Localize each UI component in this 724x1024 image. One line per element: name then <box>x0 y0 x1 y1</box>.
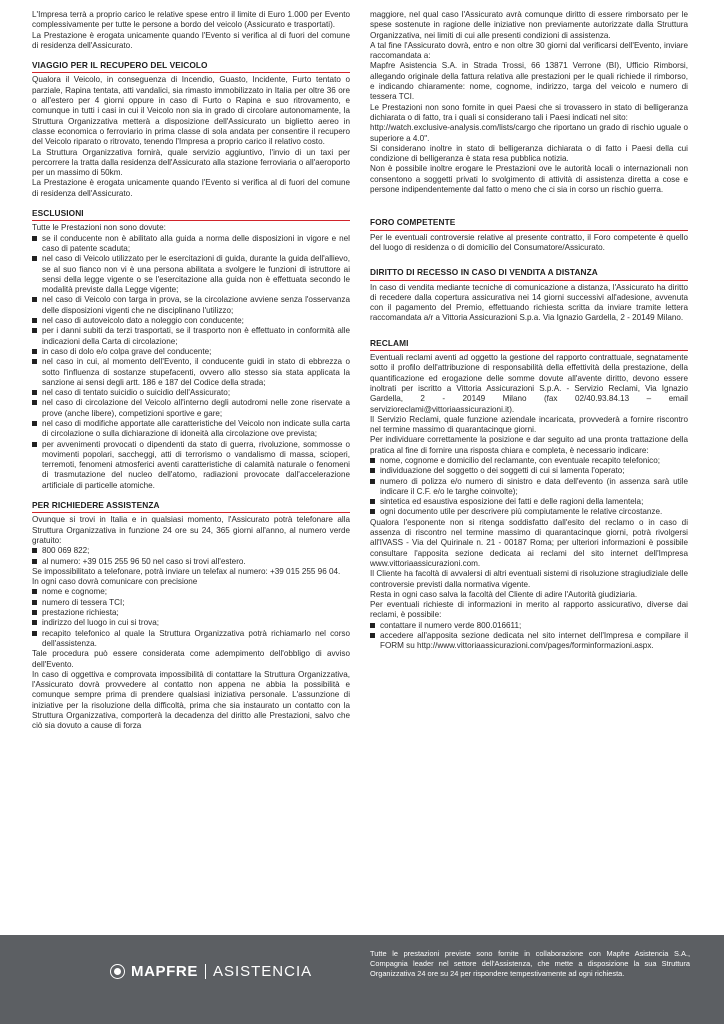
square-bullet-icon <box>370 468 375 473</box>
paragraph: In ogni caso dovrà comunicare con precisione <box>32 577 198 587</box>
footer-band <box>0 935 724 1024</box>
paragraph: Qualora l'esponente non si ritenga soddisfatto dall'esito del reclamo o in caso di assenza di riscontro nel termine massimo di quarantacinque giorni, potrà rivolgersi all'IVASS - Via del Quirinale n. 21 - 00187 Roma; per ulteriori informazioni è possibile consultare l'apposita sezione dedicata ai reclami del sito internet dell'Impresa www.vittoriaassicurazioni.com. <box>370 517 688 568</box>
contact-list <box>370 621 688 652</box>
list-item-text: prestazione richiesta; <box>42 608 119 618</box>
paragraph: L'Impresa terrà a proprio carico le relative spese entro il limite di Euro 1.000 per Evento complessivamente per tutte le persone a bordo del veicolo (Assicurato e trasportati). <box>32 10 350 30</box>
square-bullet-icon <box>32 400 37 405</box>
list-item-text: nel caso di Veicolo utilizzato per le esercitazioni di guida, durante la guida dell'allievo, se al suo fianco non vi è una persona abilitata a svolgere le funzioni di istruttore ai sensi della legge vigente o se l'esercitazione alla guida non è effettuata secondo le modalità previste dalla Legge vigente; <box>42 254 350 295</box>
list-item-text: nel caso di circolazione del Veicolo all'interno degli autodromi nelle zone riservate a prove (anche libere), competizioni sportive e gare; <box>42 398 350 418</box>
list-item-text: sintetica ed esaustiva esposizione dei fatti e delle ragioni della lamentela; <box>380 497 644 507</box>
paragraph: Il Servizio Reclami, quale funzione aziendale incaricata, provvederà a fornire riscontro nel termine massimo di quarantacinque giorni. <box>370 414 688 435</box>
list-item-text: nel caso di tentato suicidio o suicidio dell'Assicurato; <box>42 388 231 398</box>
square-bullet-icon <box>32 390 37 395</box>
phone-number: al numero: +39 015 255 96 50 nel caso si trovi all'estero. <box>42 556 246 566</box>
paragraph: Si considerano inoltre in stato di belligeranza dichiarata o di fatto i Paesi della cui condizione di belligeranza è stata resa pubblica notizia. <box>370 143 688 164</box>
list-item <box>370 466 688 476</box>
list-item <box>32 557 350 567</box>
paragraph: Tutte le Prestazioni non sono dovute: <box>32 223 166 233</box>
square-bullet-icon <box>32 559 37 564</box>
list-item <box>370 456 688 466</box>
list-item-text: numero di polizza e/o numero di sinistro e data dell'evento (in assenza sarà utile indicare il C.F. e/o le targhe coinvolte); <box>380 476 688 496</box>
paragraph: Per le eventuali controversie relative al presente contratto, il Foro competente è quello del luogo di residenza o di domicilio del Consumatore/Assicurato. <box>370 232 688 252</box>
list-item <box>32 440 350 491</box>
section-esclusioni <box>32 208 350 491</box>
right-column <box>370 10 688 652</box>
phone-number: 800 069 822; <box>42 546 90 556</box>
paragraph: Per eventuali richieste di informazioni in merito al rapporto assicurativo, diverse dai reclami, è possibile: <box>370 600 688 620</box>
square-bullet-icon <box>32 318 37 323</box>
section-viaggio <box>32 60 350 199</box>
paragraph: In caso di oggettiva e comprovata impossibilità di contattare la Struttura Organizzativa, l'Assicurato dovrà provvedere al contatto non appena ne abbia la possibilità e comunque sempre prima di prendere qualsiasi iniziativa personale. L'assunzione di iniziative per la risoluzione della difficoltà, prima che sia instaurato un contatto con la Struttura Organizzativa, comporterà la decadenza del diritto alle Prestazioni, salvo che ciò sia dovuto a cause di forza <box>32 669 350 731</box>
square-bullet-icon <box>32 620 37 625</box>
list-item-text: nel caso di modifiche apportate alle caratteristiche del Veicolo non indicate sulla carta di circolazione o sulla dichiarazione di idoneità alla circolazione ove prevista; <box>42 418 350 439</box>
paragraph: Ovunque si trovi in Italia e in qualsiasi momento, l'Assicurato potrà telefonare alla Struttura Organizzativa in funzione 24 ore su 24, 365 giorni all'anno, al numero verde gratuito: <box>32 515 350 545</box>
list-item-text: recapito telefonico al quale la Struttura Organizzativa potrà richiamarlo nel corso dell'assistenza. <box>42 628 350 648</box>
phone-list <box>32 546 350 567</box>
paragraph: Qualora il Veicolo, in conseguenza di Incendio, Guasto, Incidente, Furto tentato o parziale, Rapina tentata, atti vandalici, sia rimasto immobilizzato in Italia per oltre 36 ore o all'estero per 4 giorni oppure in caso di Furto o Rapina e suo ritrovamento, e comunque in tutti i casi in cui il Veicolo non sia in grado di circolare autonomamente, la Struttura Organizzativa metterà a disposizione dell'Assicurato un biglietto aereo in classe economica o ferroviario in prima classe di sola andata per consentire il recupero del Veicolo riparato o ritrovato, tenendo l'Impresa a proprio carico il relativo costo. <box>32 75 350 147</box>
square-bullet-icon <box>32 297 37 302</box>
square-bullet-icon <box>370 458 375 463</box>
list-item-text: ogni documento utile per descrivere più compiutamente le relative circostanze. <box>380 507 663 517</box>
list-item-text: in caso di dolo e/o colpa grave del conducente; <box>42 346 212 356</box>
list-item <box>32 234 350 255</box>
list-item <box>32 326 350 347</box>
paragraph: Tale procedura può essere considerata come adempimento dell'obbligo di avviso dell'Evento. <box>32 649 350 669</box>
square-bullet-icon <box>370 479 375 484</box>
list-item <box>32 608 350 618</box>
section-title: VIAGGIO PER IL RECUPERO DEL VEICOLO <box>32 60 350 73</box>
paragraph: Non è possibile inoltre erogare le Prestazioni ove le autorità locali o internazionali non consentono a soggetti privati lo svolgimento di attività di assistenza diretta a cose e persone indipendentemente dal fatto o meno che ci sia in corso un rischio guerra. <box>370 164 688 195</box>
list-item-text: indirizzo del luogo in cui si trova; <box>42 618 159 628</box>
paragraph: A tal fine l'Assicurato dovrà, entro e non oltre 30 giorni dal verificarsi dell'Evento, inviare raccomandata a: <box>370 40 688 61</box>
list-item <box>32 546 350 556</box>
list-item <box>32 419 350 440</box>
square-bullet-icon <box>370 633 375 638</box>
mapfre-emblem-icon <box>110 964 125 979</box>
list-item <box>370 477 688 498</box>
paragraph: Se impossibilitato a telefonare, potrà inviare un telefax al numero: +39 015 255 96 04. <box>32 566 341 576</box>
paragraph: Resta in ogni caso salva la facoltà del Cliente di adire l'Autorità giudiziaria. <box>370 589 638 599</box>
square-bullet-icon <box>32 349 37 354</box>
square-bullet-icon <box>32 442 37 447</box>
brand-name: MAPFRE <box>131 963 198 980</box>
list-item <box>32 388 350 398</box>
url-text: http://watch.exclusive-analysis.com/lists/cargo che riportano un grado di rischio uguale o superiore a 4.0". <box>370 123 688 143</box>
info-list <box>32 587 350 649</box>
square-bullet-icon <box>32 421 37 426</box>
list-item-text: numero di tessera TCI; <box>42 597 125 607</box>
square-bullet-icon <box>370 499 375 504</box>
list-item <box>32 347 350 357</box>
mapfre-logo <box>110 963 312 980</box>
list-item <box>32 598 350 608</box>
list-item-text: accedere all'apposita sezione dedicata nel sito internet dell'Impresa e compilare il FORM su http://www.vittoriaassicurazioni.com/pages/forminformazioni.aspx. <box>380 631 688 651</box>
square-bullet-icon <box>32 631 37 636</box>
list-item-text: se il conducente non è abilitato alla guida a norma delle disposizioni in vigore e nel caso di patente scaduta; <box>42 233 350 253</box>
list-item <box>370 631 688 652</box>
square-bullet-icon <box>32 236 37 241</box>
list-item <box>32 618 350 628</box>
paragraph: Per individuare correttamente la posizione e dar seguito ad una pronta trattazione della pratica al fine di fornire una risposta chiara e completa, è necessario indicare: <box>370 435 688 455</box>
section-assistenza <box>32 500 350 732</box>
list-item <box>32 295 350 316</box>
paragraph: La Prestazione è erogata unicamente quando l'Evento si verifica al di fuori del comune di residenza dell'Assicurato. <box>32 30 350 50</box>
section-title: PER RICHIEDERE ASSISTENZA <box>32 500 350 513</box>
brand-subtitle: ASISTENCIA <box>212 963 313 980</box>
list-item-text: per i danni subiti da terzi trasportati, se il trasporto non è effettuato in conformità alle indicazioni della Carta di circolazione; <box>42 326 350 346</box>
square-bullet-icon <box>370 509 375 514</box>
square-bullet-icon <box>32 328 37 333</box>
list-item-text: nome, cognome e domicilio del reclamante, con eventuale recapito telefonico; <box>380 455 661 465</box>
paragraph: Mapfre Asistencia S.A. in Strada Trossi, 66 13871 Verrone (BI), Ufficio Rimborsi, allegando originale della fattura relativa alle prestazioni per le quali richiede il rimborso, e indicando chiaramente: nome, cognome, indirizzo, targa del veicolo e numero di tessera TCI. <box>370 61 688 102</box>
list-item <box>32 629 350 650</box>
square-bullet-icon <box>32 359 37 364</box>
section-recesso <box>370 267 688 323</box>
list-item <box>32 587 350 597</box>
square-bullet-icon <box>32 256 37 261</box>
left-column <box>32 10 350 732</box>
paragraph: In caso di vendita mediante tecniche di comunicazione a distanza, l'Assicurato ha diritto di recedere dalla copertura assicurativa nei 14 giorni successivi all'adesione, avvenuta con il pagamento del Premio, effettuando richiesta scritta da inviare tramite lettera raccomandata a/r a Vittoria Assicurazioni S.p.a. Via Ignazio Gardella, 2 - 20149 Milano. <box>370 282 688 323</box>
list-item-text: nel caso di autoveicolo dato a noleggio con conducente; <box>42 316 244 326</box>
square-bullet-icon <box>32 589 37 594</box>
square-bullet-icon <box>32 600 37 605</box>
list-item-text: per avvenimenti provocati o dipendenti da stato di guerra, rivoluzione, sommosse o movimenti popolari, saccheggi, atti di terrorismo o vandalismo di massa, scioperi, terremoti, fenomeni atmosferici aventi caratteristiche di calamità naturale o fenomeni di trasmutazione del nucleo dell'atomo, radiazioni provocate dall'accelerazione artificiale di particelle atomiche. <box>42 439 350 490</box>
list-item <box>32 254 350 295</box>
list-item <box>32 316 350 326</box>
square-bullet-icon <box>32 548 37 553</box>
paragraph: Le Prestazioni non sono fornite in quei Paesi che si trovassero in stato di belligeranza dichiarata o di fatto, tra i quali si considerano tali i Paesi indicati nel sito: <box>370 102 688 122</box>
required-info-list <box>370 456 688 518</box>
section-title: ESCLUSIONI <box>32 208 350 221</box>
paragraph: maggiore, nel qual caso l'Assicurato avrà comunque diritto di essere rimborsato per le spese sostenute in ragione delle iniziative non previamente autorizzate dalla Struttura Organizzativa, nei limiti di cui alle presenti condizioni di assistenza. <box>370 10 688 40</box>
brand-divider <box>205 964 206 979</box>
list-item <box>370 497 688 507</box>
exclusions-list <box>32 234 350 491</box>
list-item <box>370 621 688 631</box>
section-title: FORO COMPETENTE <box>370 217 688 230</box>
paragraph: La Struttura Organizzativa fornirà, quale servizio aggiuntivo, l'invio di un taxi per percorrere la tratta dalla residenza dell'Assicurato alla stazione ferroviaria o all'aeroporto per un massimo di 50km. <box>32 147 350 178</box>
list-item-text: nel caso di Veicolo con targa in prova, se la circolazione avviene senza l'osservanza delle disposizioni vigenti che ne disciplinano l'utilizzo; <box>42 295 350 315</box>
list-item-text: nome e cognome; <box>42 587 108 597</box>
list-item-text: contattare il numero verde 800.016611; <box>380 620 522 630</box>
paragraph: La Prestazione è erogata unicamente quando l'Evento si verifica al di fuori del comune di residenza dell'Assicurato. <box>32 178 350 198</box>
paragraph: Eventuali reclami aventi ad oggetto la gestione del rapporto contrattuale, segnatamente sotto il profilo dell'attribuzione di responsabilità della effettività della prestazione, della quantificazione ed erogazione delle somme dovute all'avente diritto, devono essere inoltrati per iscritto a Vittoria Assicurazioni S.p.A. - Servizio Reclami, Via Ignazio Gardella, 2 - 20149 Milano (fax 02/40.93.84.13 – email servizioreclami@vittoriaassicurazioni.it). <box>370 353 688 414</box>
square-bullet-icon <box>32 610 37 615</box>
section-title: DIRITTO DI RECESSO IN CASO DI VENDITA A DISTANZA <box>370 267 688 280</box>
list-item <box>32 398 350 419</box>
footer-note: Tutte le prestazioni previste sono fornite in collaborazione con Mapfre Asistencia S.A., Compagnia leader nel settore dell'Assistenza, che mette a disposizione la sua Struttura Organizzativa 24 ore su 24 per rispondere tempestivamente ad ogni richiesta. <box>370 949 690 978</box>
list-item <box>32 357 350 388</box>
section-foro <box>370 217 688 253</box>
section-title: RECLAMI <box>370 338 688 351</box>
square-bullet-icon <box>370 623 375 628</box>
paragraph: Il Cliente ha facoltà di avvalersi di altri eventuali sistemi di risoluzione stragiudiziale delle controversie previsti dalla normativa vigente. <box>370 569 688 589</box>
list-item <box>370 507 688 517</box>
list-item-text: nel caso in cui, al momento dell'Evento, il conducente guidi in stato di ebbrezza o sotto l'influenza di sostanze stupefacenti, ovvero allo stesso sia stata applicata la sanzione ai sensi degli artt. 186 e 187 del Codice della strada; <box>42 357 350 387</box>
list-item-text: individuazione del soggetto o dei soggetti di cui si lamenta l'operato; <box>380 466 625 476</box>
section-reclami <box>370 338 688 652</box>
